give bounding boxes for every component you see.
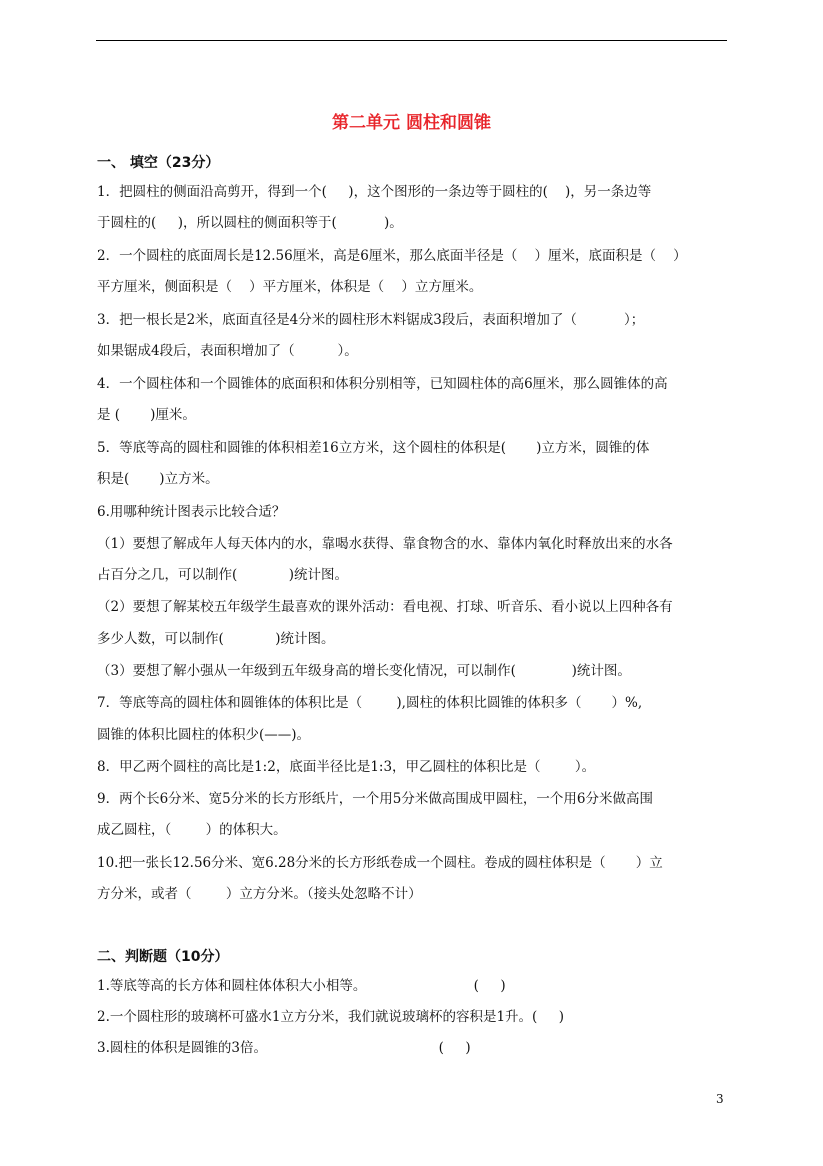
page-title: 第二单元 圆柱和圆锥 [332,113,491,133]
question-line: 5．等底等高的圆柱和圆锥的体积相差16立方米，这个圆柱的体积是( )立方米，圆锥的体 [97,440,650,456]
question-line: 10.把一张长12.56分米、宽6.28分米的长方形纸卷成一个圆柱。卷成的圆柱体积是（ ）立 [97,855,663,871]
question-line: 4．一个圆柱体和一个圆锥体的底面积和体积分别相等，已知圆柱体的高6厘米，那么圆锥体的高 [97,376,668,392]
question-line: 占百分之几，可以制作( )统计图。 [97,567,349,583]
question-line: 3．把一根长是2米，底面直径是4分米的圆柱形木料锯成3段后，表面积增加了（ ）； [97,312,645,328]
page-number: 3 [716,1092,724,1106]
question-line: 是 ( )厘米。 [97,407,196,423]
question-line: 7．等底等高的圆柱体和圆锥体的体积比是（ ),圆柱的体积比圆锥的体积多（ ）%, [97,695,643,711]
question-line: （2）要想了解某校五年级学生最喜欢的课外活动：看电视、打球、听音乐、看小说以上四种各有 [97,599,673,615]
judgement-line: 3.圆柱的体积是圆锥的3倍。 ( ) [97,1040,471,1056]
question-line: 如果锯成4段后，表面积增加了（ ）。 [97,343,358,359]
section-heading-fill-blank: 一、 填空（23分） [97,155,220,171]
question-line: 成乙圆柱，（ ）的体积大。 [97,822,287,838]
question-line: 1．把圆柱的侧面沿高剪开，得到一个( )，这个图形的一条边等于圆柱的( )，另一条边等 [97,184,652,200]
question-line: 8．甲乙两个圆柱的高比是1:2，底面半径比是1:3，甲乙圆柱的体积比是（ ）。 [97,759,596,775]
question-line: 圆锥的体积比圆柱的体积少(——)。 [97,727,311,743]
section-heading-true-false: 二、判断题（10分） [97,949,229,965]
judgement-line: 1.等底等高的长方体和圆柱体体积大小相等。 ( ) [97,978,506,994]
question-line: 多少人数，可以制作( )统计图。 [97,631,335,647]
question-line: 9．两个长6分米、宽5分米的长方形纸片，一个用5分米做高围成甲圆柱，一个用6分米做高围 [97,791,653,807]
judgement-line: 2.一个圆柱形的玻璃杯可盛水1立方分米，我们就说玻璃杯的容积是1升。( ) [97,1009,565,1025]
question-line: 方分米，或者（ ）立方分米。（接头处忽略不计） [97,886,422,902]
question-line: 2．一个圆柱的底面周长是12.56厘米，高是6厘米，那么底面半径是（ ）厘米，底面积是（ ） [97,248,687,264]
question-line: （3）要想了解小强从一年级到五年级身高的增长变化情况，可以制作( )统计图。 [97,663,631,679]
question-line: 6.用哪种统计图表示比较合适？ [97,504,286,520]
header-rule [96,40,727,41]
question-line: 于圆柱的( )，所以圆柱的侧面积等于( )。 [97,215,403,231]
question-line: 平方厘米，侧面积是（ ）平方厘米，体积是（ ）立方厘米。 [97,279,483,295]
question-line: 积是( )立方米。 [97,471,219,487]
question-line: （1）要想了解成年人每天体内的水，靠喝水获得、靠食物含的水、靠体内氧化时释放出来的水各 [97,536,673,552]
